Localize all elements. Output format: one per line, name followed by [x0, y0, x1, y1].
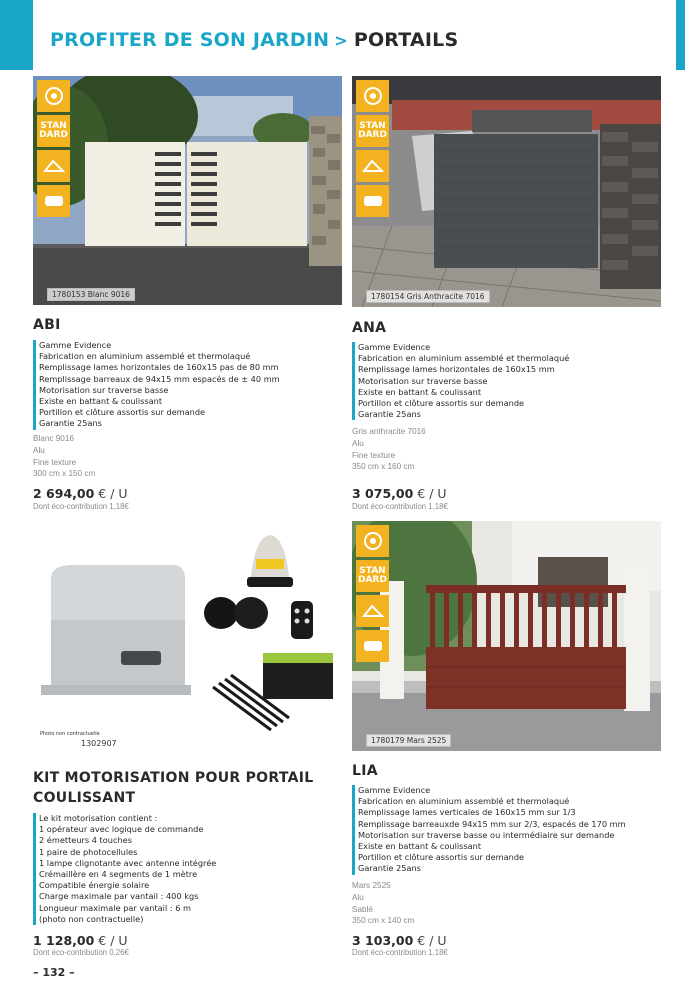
product-title-lia: LIA [352, 763, 378, 779]
spec-line: Motorisation sur traverse basse [358, 375, 488, 386]
motor-badge-icon [37, 80, 70, 112]
spec-line: Remplissage lames horizontales de 160x15 pas de 80 mm [39, 362, 279, 373]
spec-line: Gamme Evidence [39, 340, 112, 350]
spec-line: Garantie 25ans [358, 863, 421, 874]
badge-stack [356, 525, 389, 662]
price-unit: € / U [417, 933, 447, 948]
spec-line: Crémaillère en 4 segments de 1 mètre [39, 869, 198, 880]
spec-line: Existe en battant & coulissant [358, 841, 482, 852]
spec-line: Portillon et clôture assortis sur demande [39, 407, 206, 418]
spec-line: 1 paire de photocellules [39, 846, 138, 857]
spec-line: Longueur maximale par vantail : 6 m [39, 902, 191, 913]
spec-list-abi [33, 340, 280, 430]
spec-line: Garantie 25ans [358, 409, 421, 420]
spec-list-ana [352, 342, 569, 420]
spec-line: Portillon et clôture assortis sur demande [358, 398, 525, 409]
photo-note: Photo non contractuelle [40, 731, 100, 737]
spec-line: Remplissage lames verticales de 160x15 mm sur 1/3 [358, 807, 576, 818]
motor-kit-photo [33, 525, 342, 755]
price-lia [352, 933, 447, 948]
motor-badge-icon [356, 80, 389, 112]
spec-line: Existe en battant & coulissant [358, 386, 482, 397]
meta-dimensions: 350 cm x 160 cm [352, 462, 415, 472]
gate-photo-white [33, 76, 342, 305]
eco-contribution: Dont éco-contribution 0,26€ [33, 948, 129, 957]
standard-badge-label: STAN DARD [358, 121, 387, 140]
spec-line: 1 opérateur avec logique de commande [39, 824, 204, 835]
product-photo-ana [352, 76, 661, 307]
spec-line: Compatible énergie solaire [39, 880, 150, 891]
price-unit: € / U [98, 486, 128, 501]
product-reference: 1302907 [81, 739, 117, 748]
price-amount: 3 075,00 [352, 486, 414, 501]
meta-color: Blanc 9016 [33, 434, 74, 443]
product-reference: 1780153 Blanc 9016 [47, 288, 135, 301]
spec-line: Charge maximale par vantail : 400 kgs [39, 891, 199, 902]
product-reference: 1780179 Mars 2525 [366, 734, 451, 747]
badge-stack [356, 80, 389, 217]
eco-contribution: Dont éco-contribution 1,18€ [352, 948, 448, 957]
spec-line: Fabrication en aluminium assemblé et thermolaqué [39, 351, 251, 362]
meta-color: Mars 2525 [352, 881, 391, 890]
size-badge-icon [356, 150, 389, 182]
product-meta-ana [352, 426, 426, 473]
spec-line: 2 émetteurs 4 touches [39, 835, 132, 846]
product-title-abi: ABI [33, 317, 61, 333]
price-abi [33, 486, 128, 501]
breadcrumb-separator: > [334, 31, 348, 50]
meta-dimensions: 350 cm x 140 cm [352, 916, 415, 926]
product-reference: 1780154 Gris Anthracite 7016 [366, 290, 490, 303]
motor-badge-icon [356, 525, 389, 557]
badge-stack [37, 80, 70, 217]
price-amount: 1 128,00 [33, 933, 95, 948]
product-meta-lia [352, 880, 414, 927]
meta-material: Alu [33, 445, 45, 455]
spec-line: (photo non contractuelle) [39, 913, 144, 924]
page-title [50, 29, 458, 51]
price-amount: 3 103,00 [352, 933, 414, 948]
spec-line: Remplissage barreaux de 94x15 mm espacés de ± 40 mm [39, 373, 280, 384]
product-title-line: COULISSANT [33, 790, 136, 806]
standard-badge [356, 560, 389, 592]
meta-finish: Fine texture [33, 457, 77, 467]
standard-badge [37, 115, 70, 147]
meta-finish: Fine texture [352, 450, 396, 460]
spec-line: Fabrication en aluminium assemblé et thermolaqué [358, 796, 570, 807]
eco-contribution: Dont éco-contribution 1,18€ [352, 502, 448, 511]
header-accent-bar-left [0, 0, 33, 70]
product-photo-lia [352, 521, 661, 751]
page-number: – 132 – [33, 966, 75, 979]
product-title-ana: ANA [352, 320, 387, 336]
product-photo-kit [33, 525, 342, 755]
spec-line: Existe en battant & coulissant [39, 396, 163, 407]
spec-list-lia [352, 785, 626, 875]
price-unit: € / U [417, 486, 447, 501]
warranty-badge-icon [37, 185, 70, 217]
spec-line: Portillon et clôture assortis sur demande [358, 852, 525, 863]
section-title: PROFITER DE SON JARDIN [50, 29, 330, 51]
meta-color: Gris anthracite 7016 [352, 427, 426, 436]
standard-badge-label: STAN DARD [358, 566, 387, 585]
meta-material: Alu [352, 438, 364, 448]
spec-line: Garantie 25ans [39, 418, 102, 429]
spec-line: Remplissage lames horizontales de 160x15 mm [358, 364, 555, 375]
gate-photo-anthracite [352, 76, 661, 307]
standard-badge-label: STAN DARD [39, 121, 68, 140]
header-accent-bar-right [676, 0, 685, 70]
product-meta-abi [33, 433, 95, 480]
size-badge-icon [356, 595, 389, 627]
standard-badge [356, 115, 389, 147]
size-badge-icon [37, 150, 70, 182]
warranty-badge-icon [356, 185, 389, 217]
spec-line: Gamme Evidence [358, 785, 431, 795]
spec-line: Gamme Evidence [358, 342, 431, 352]
meta-material: Alu [352, 892, 364, 902]
product-title-kit [33, 768, 313, 808]
spec-line: Le kit motorisation contient : [39, 813, 158, 823]
price-amount: 2 694,00 [33, 486, 95, 501]
category-title: PORTAILS [353, 29, 459, 51]
spec-line: Motorisation sur traverse basse ou intermédiaire sur demande [358, 829, 615, 840]
spec-list-kit [33, 813, 216, 925]
spec-line: Motorisation sur traverse basse [39, 384, 169, 395]
product-photo-abi [33, 76, 342, 305]
eco-contribution: Dont éco-contribution 1,18€ [33, 502, 129, 511]
product-title-line: KIT MOTORISATION POUR PORTAIL [33, 770, 314, 786]
meta-finish: Sablé [352, 904, 373, 914]
price-kit [33, 933, 128, 948]
spec-line: Fabrication en aluminium assemblé et thermolaqué [358, 353, 570, 364]
price-ana [352, 486, 447, 501]
spec-line: 1 lampe clignotante avec antenne intégrée [39, 857, 217, 868]
spec-line: Remplissage barreauxde 94x15 mm sur 2/3, espacés de 170 mm [358, 818, 626, 829]
price-unit: € / U [98, 933, 128, 948]
meta-dimensions: 300 cm x 150 cm [33, 469, 96, 479]
gate-photo-red [352, 521, 661, 751]
warranty-badge-icon [356, 630, 389, 662]
